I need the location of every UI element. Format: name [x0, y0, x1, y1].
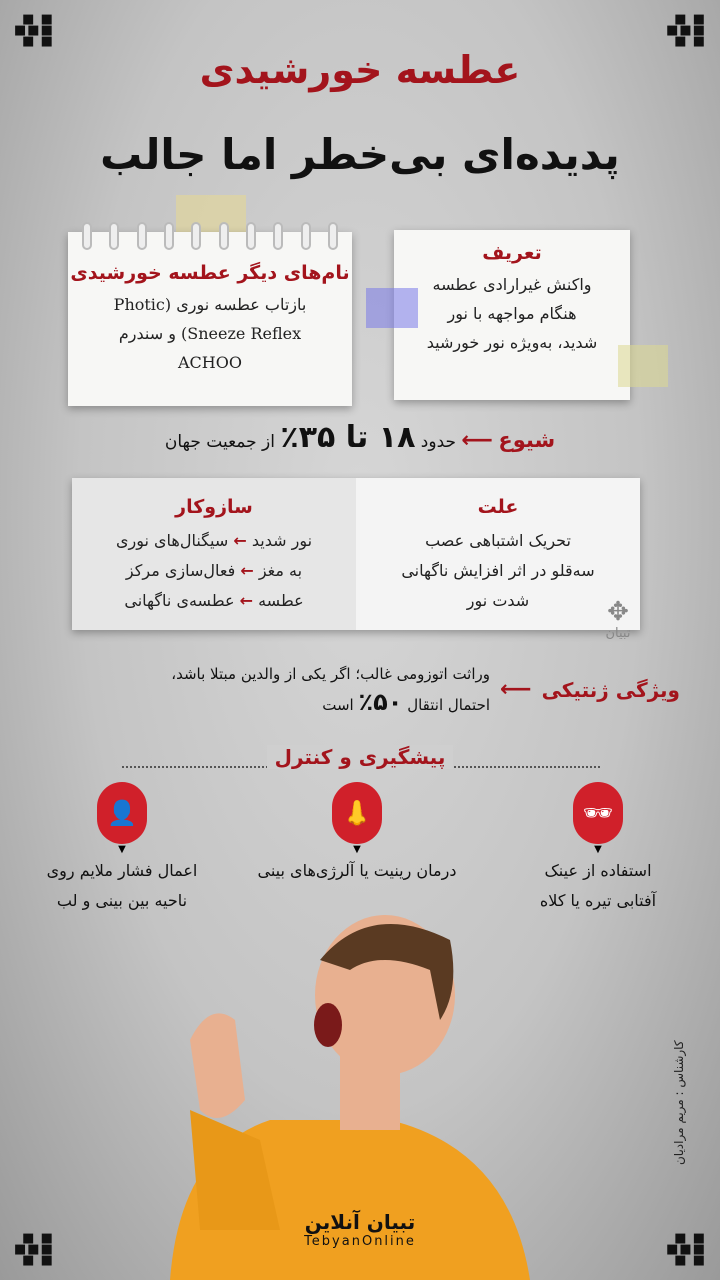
watermark-text: تبیان	[605, 626, 631, 641]
mechanism-to: عطسه‌ی ناگهانی	[124, 591, 235, 610]
logo-text-fa: تبیان آنلاین	[304, 1210, 416, 1234]
genetic-row	[171, 660, 680, 719]
genetic-line	[171, 688, 490, 719]
notebook-rings	[82, 222, 338, 250]
cause-heading: علت	[477, 496, 519, 518]
prevention-item: 👤 ▼ اعمال فشار ملایم روی ناحیه بین بینی و لب	[12, 782, 232, 916]
prevention-text: درمان رینیت یا آلرژی‌های بینی	[257, 861, 457, 880]
prevalence-value: ۱۸ تا ۳۵٪	[280, 420, 416, 455]
head-profile-icon: 👤	[97, 782, 147, 844]
mechanism-section	[72, 478, 356, 630]
arrow-left-icon: ⟵	[500, 677, 532, 702]
mechanism-to: سیگنال‌های نوری	[115, 531, 229, 550]
definition-heading: تعریف	[482, 242, 542, 264]
cause-section	[356, 478, 640, 630]
other-names-line: Sneeze Reflex) و سندرم	[118, 324, 302, 343]
genetic-line: وراثت اتوزومی غالب؛ اگر یکی از والدین مبتلا باشد،	[171, 665, 491, 683]
other-names-card	[68, 232, 352, 406]
mechanism-row	[72, 556, 356, 586]
arrow-left-icon: ←	[233, 531, 247, 550]
cause-mechanism-panel	[72, 478, 640, 630]
mechanism-row	[72, 586, 356, 616]
watermark	[600, 598, 636, 641]
cause-line: تحریک اشتباهی عصب	[425, 531, 571, 550]
definition-line: هنگام مواجهه با نور	[447, 304, 577, 323]
definition-card	[394, 230, 630, 400]
prevalence-prefix: حدود	[420, 432, 457, 452]
watermark-logo-icon: ✥	[607, 597, 629, 627]
cause-line: سه‌قلو در اثر افزایش ناگهانی	[401, 561, 595, 580]
arrow-left-icon: ⟵	[461, 428, 493, 453]
prevention-heading: پیشگیری و کنترل	[267, 745, 454, 769]
brand-logo	[260, 1210, 460, 1249]
sunglasses-icon: 🕶	[573, 782, 623, 844]
genetic-suffix: است	[322, 696, 354, 714]
genetic-value: ۵۰٪	[358, 688, 403, 716]
genetic-text	[171, 660, 490, 719]
credit-text: کارشناس : مریم مرادیان	[672, 1040, 686, 1165]
corner-dots-decoration: ■ ■ ■■■ ■ ■	[14, 12, 54, 49]
logo-text-en: TebyanOnline	[304, 1234, 416, 1249]
definition-line: شدید، به‌ویژه نور خورشید	[426, 333, 598, 352]
nose-icon: 👃	[332, 782, 382, 844]
prevention-text: ناحیه بین بینی و لب	[56, 891, 188, 910]
prevention-text: اعمال فشار ملایم روی	[46, 861, 198, 880]
prevalence-row	[0, 420, 720, 455]
genetic-label: ویژگی ژنتیکی	[541, 677, 680, 702]
arrow-left-icon: ←	[239, 591, 253, 610]
mechanism-from: نور شدید	[251, 531, 313, 550]
other-names-line: بازتاب عطسه نوری (Photic	[113, 295, 307, 314]
tape-decoration	[618, 345, 668, 387]
mechanism-from: به مغز	[258, 561, 303, 580]
prevalence-label: شیوع	[498, 428, 556, 452]
prevention-item: 🕶 ▼ استفاده از عینک آفتابی تیره یا کلاه	[488, 782, 708, 916]
prevalence-suffix: از جمعیت جهان	[164, 432, 275, 452]
mechanism-to: فعال‌سازی مرکز	[125, 561, 236, 580]
subtitle: پدیده‌ای بی‌خطر اما جالب	[100, 130, 620, 179]
tape-decoration	[366, 288, 418, 328]
other-names-line: ACHOO	[178, 353, 242, 372]
corner-dots-decoration: ■ ■ ■■■ ■ ■	[666, 12, 706, 49]
prevention-heading-wrap	[0, 745, 720, 769]
prevention-text: استفاده از عینک	[544, 861, 652, 880]
main-title: عطسه خورشیدی	[199, 48, 521, 92]
prevention-item: 👃 ▼ درمان رینیت یا آلرژی‌های بینی	[222, 782, 492, 886]
other-names-heading: نام‌های دیگر عطسه خورشیدی	[70, 262, 350, 284]
mechanism-from: عطسه	[258, 591, 304, 610]
definition-line: واکنش غیرارادی عطسه	[432, 275, 592, 294]
arrow-left-icon: ←	[240, 561, 254, 580]
corner-dots-decoration: ■ ■ ■■■ ■ ■	[14, 1231, 54, 1268]
corner-dots-decoration: ■ ■ ■■■ ■ ■	[666, 1231, 706, 1268]
mechanism-heading: سازوکار	[175, 496, 253, 518]
cause-line: شدت نور	[466, 591, 530, 610]
mechanism-row	[72, 526, 356, 556]
prevention-text: آفتابی تیره یا کلاه	[539, 891, 657, 910]
genetic-prefix: احتمال انتقال	[407, 696, 491, 714]
